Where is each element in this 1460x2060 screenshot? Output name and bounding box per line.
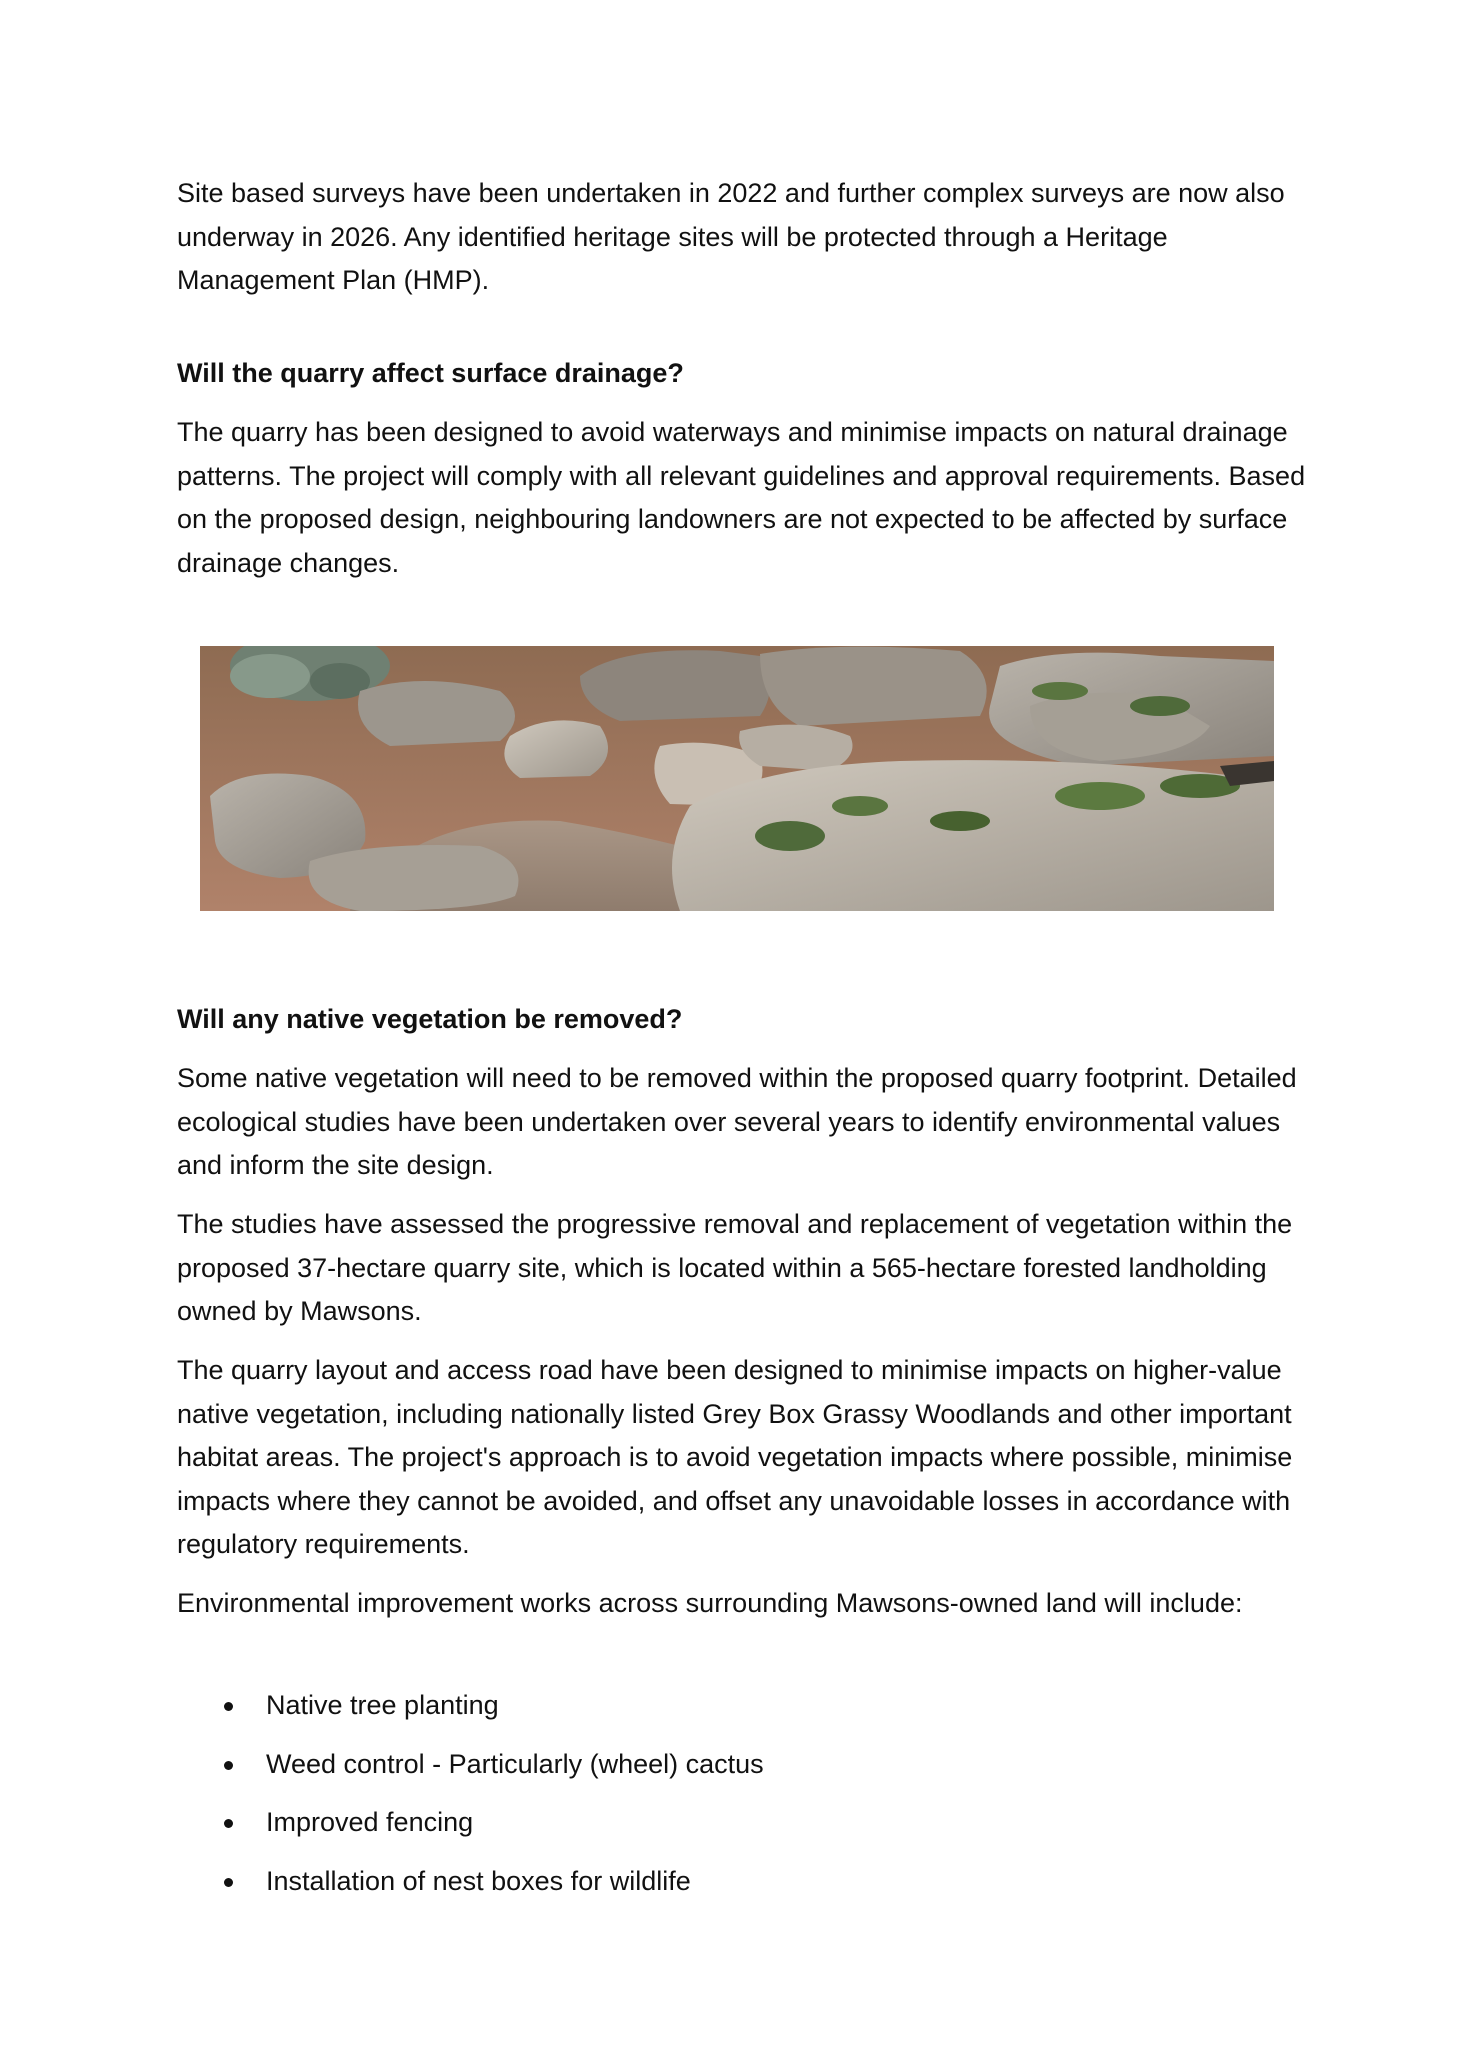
- list-item-text: Improved fencing: [266, 1807, 474, 1837]
- list-item: [177, 1743, 1317, 1802]
- bullet-icon: [224, 1702, 233, 1711]
- improvement-works-list: [177, 1684, 1317, 1918]
- vegetation-paragraph-2: The studies have assessed the progressive removal and replacement of vegetation within the proposed 37-hectare quarry site, which is located within a 565-hectare forested landholding owned by Mawsons.: [177, 1209, 1293, 1326]
- bullet-icon: [224, 1761, 233, 1770]
- vegetation-paragraph-1: Some native vegetation will need to be removed within the proposed quarry footprint. Detailed ecological studies have been undertaken over several years to identify environmental values and inform the site design.: [177, 1063, 1297, 1180]
- list-item-text: Native tree planting: [266, 1690, 499, 1720]
- list-item: [177, 1860, 1317, 1919]
- vegetation-heading: Will any native vegetation be removed?: [177, 1004, 683, 1034]
- bullet-icon: [224, 1878, 233, 1887]
- creek-rocks-photo: [200, 646, 1274, 911]
- intro-paragraph: Site based surveys have been undertaken in 2022 and further complex surveys are now also underway in 2026. Any identified heritage sites will be protected through a Heritage Management Plan (HMP).: [177, 178, 1285, 295]
- bullet-icon: [224, 1819, 233, 1828]
- list-item-text: Installation of nest boxes for wildlife: [266, 1865, 691, 1896]
- drainage-heading: Will the quarry affect surface drainage?: [177, 358, 684, 388]
- document-body: [177, 172, 1317, 1918]
- drainage-paragraph: The quarry has been designed to avoid waterways and minimise impacts on natural drainage patterns. The project will comply with all relevant guidelines and approval requirements. Based on the proposed design, neighbouring landowners are not expected to be affected by surface drainage changes.: [177, 417, 1306, 578]
- list-item: [177, 1801, 1317, 1860]
- list-item-text: Weed control - Particularly (wheel) cactus: [266, 1748, 764, 1779]
- vegetation-paragraph-4: Environmental improvement works across surrounding Mawsons-owned land will include:: [177, 1588, 1243, 1618]
- list-item: [177, 1684, 1317, 1743]
- vegetation-paragraph-3: The quarry layout and access road have been designed to minimise impacts on higher-value native vegetation, including nationally listed Grey Box Grassy Woodlands and other important habitat areas. The project's approach is to avoid vegetation impacts where possible, minimise impacts where they cannot be avoided, and offset any unavoidable losses in accordance with regulatory requirements.: [177, 1355, 1293, 1559]
